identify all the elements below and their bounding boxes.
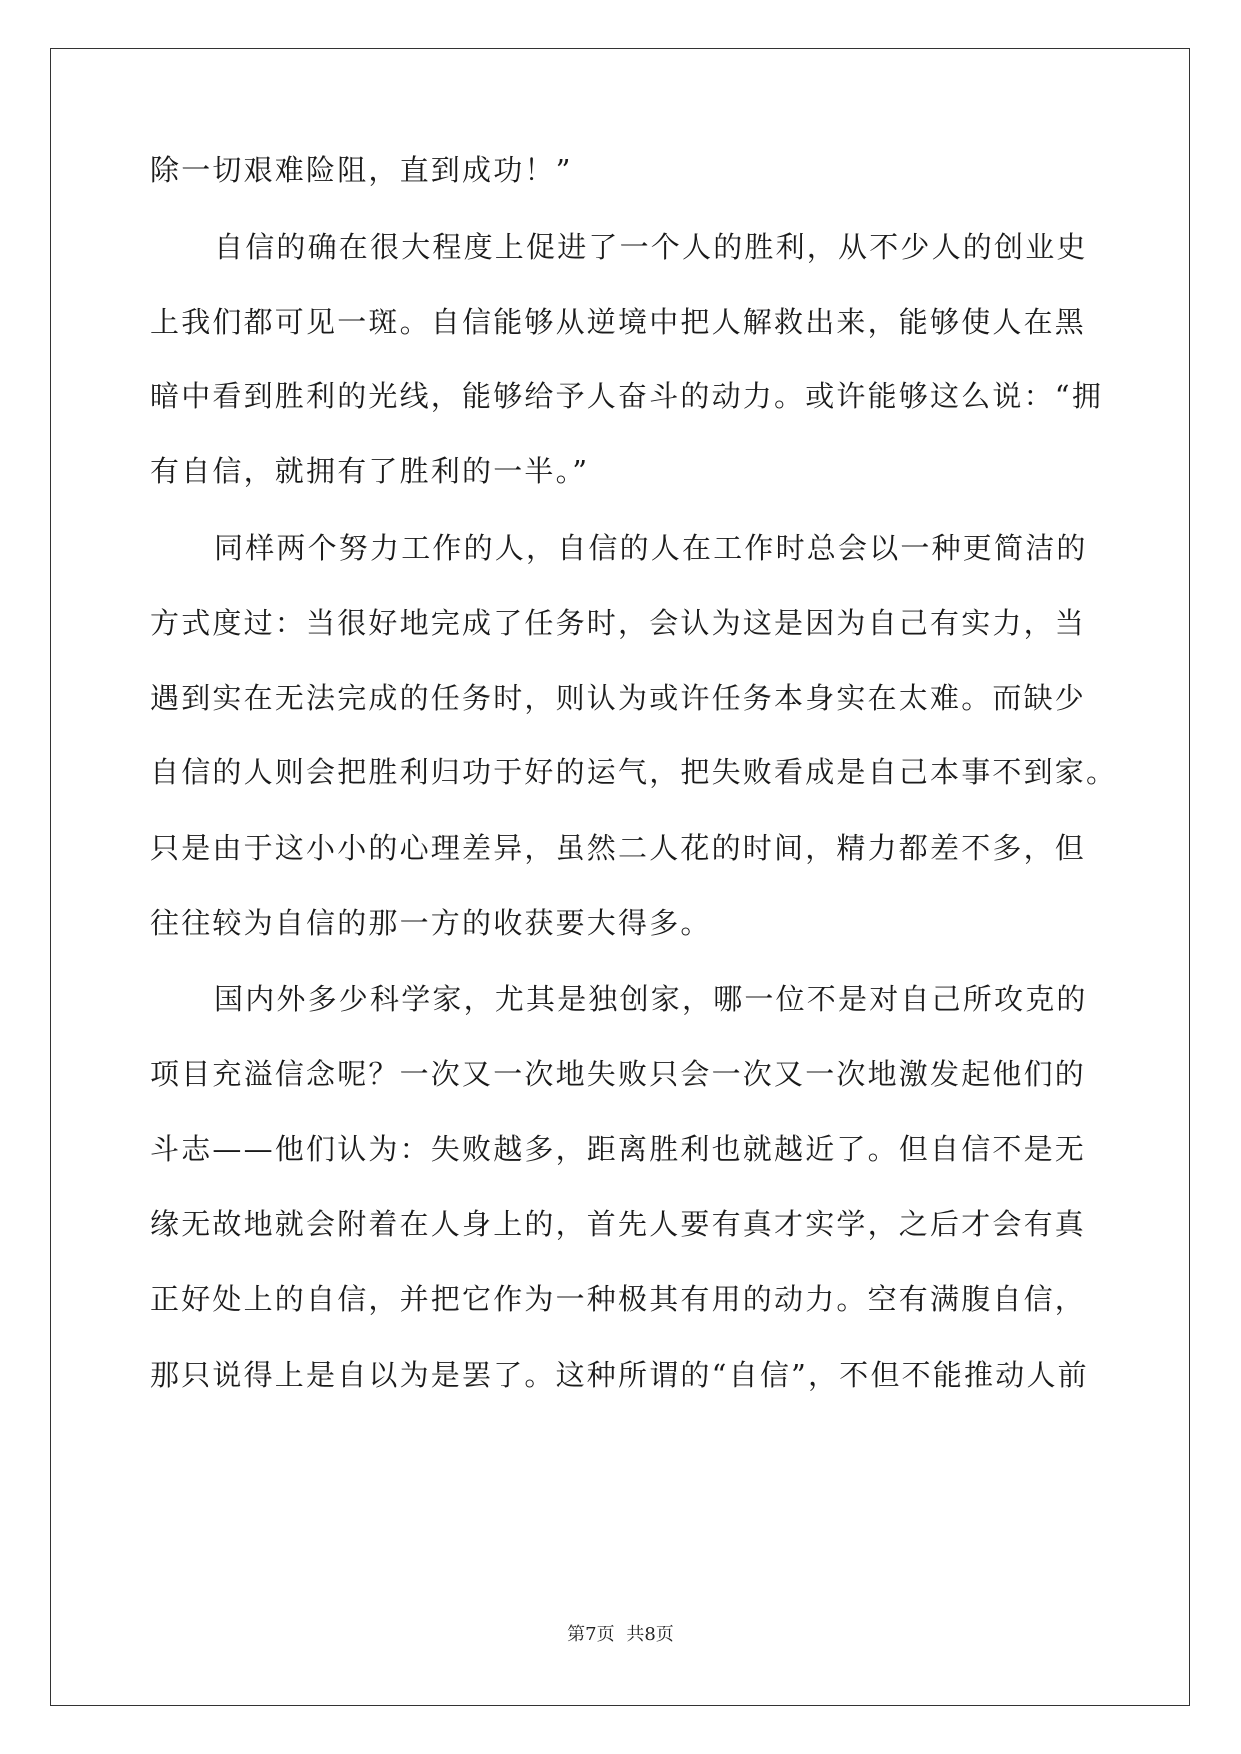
text-line: 缘无故地就会附着在人身上的，首先人要有真才实学，之后才会有真 bbox=[150, 1207, 1087, 1241]
page-total: 共8页 bbox=[626, 1624, 674, 1645]
paragraph-first-line: 自信的确在很大程度上促进了一个人的胜利，从不少人的创业史 bbox=[214, 230, 1088, 264]
text-line: 那只说得上是自以为是罢了。这种所谓的“自信”，不但不能推动人前 bbox=[150, 1358, 1089, 1392]
text-line: 有自信，就拥有了胜利的一半。” bbox=[150, 454, 590, 488]
text-line: 暗中看到胜利的光线，能够给予人奋斗的动力。或许能够这么说：“拥 bbox=[150, 379, 1104, 413]
text-line: 正好处上的自信，并把它作为一种极其有用的动力。空有满腹自信， bbox=[150, 1282, 1087, 1316]
text-line: 上我们都可见一斑。自信能够从逆境中把人解救出来，能够使人在黑 bbox=[150, 305, 1087, 339]
text-line: 只是由于这小小的心理差异，虽然二人花的时间，精力都差不多，但 bbox=[150, 831, 1087, 865]
text-line: 遇到实在无法完成的任务时，则认为或许任务本身实在太难。而缺少 bbox=[150, 681, 1087, 715]
page-number: 第7页 bbox=[567, 1624, 615, 1645]
text-line: 自信的人则会把胜利归功于好的运气，把失败看成是自己本事不到家。 bbox=[150, 755, 1118, 789]
text-line: 斗志——他们认为：失败越多，距离胜利也就越近了。但自信不是无 bbox=[150, 1132, 1087, 1166]
text-line: 方式度过：当很好地完成了任务时，会认为这是因为自己有实力，当 bbox=[150, 606, 1087, 640]
page-border bbox=[50, 48, 1190, 1706]
page-footer bbox=[0, 1620, 1241, 1646]
paragraph-first-line: 同样两个努力工作的人，自信的人在工作时总会以一种更简洁的 bbox=[214, 531, 1088, 565]
paragraph-first-line: 国内外多少科学家，尤其是独创家，哪一位不是对自己所攻克的 bbox=[214, 982, 1088, 1016]
text-line: 项目充溢信念呢？一次又一次地失败只会一次又一次地激发起他们的 bbox=[150, 1057, 1087, 1091]
text-line: 除一切艰难险阻，直到成功！” bbox=[150, 153, 573, 187]
text-line: 往往较为自信的那一方的收获要大得多。 bbox=[150, 906, 712, 940]
